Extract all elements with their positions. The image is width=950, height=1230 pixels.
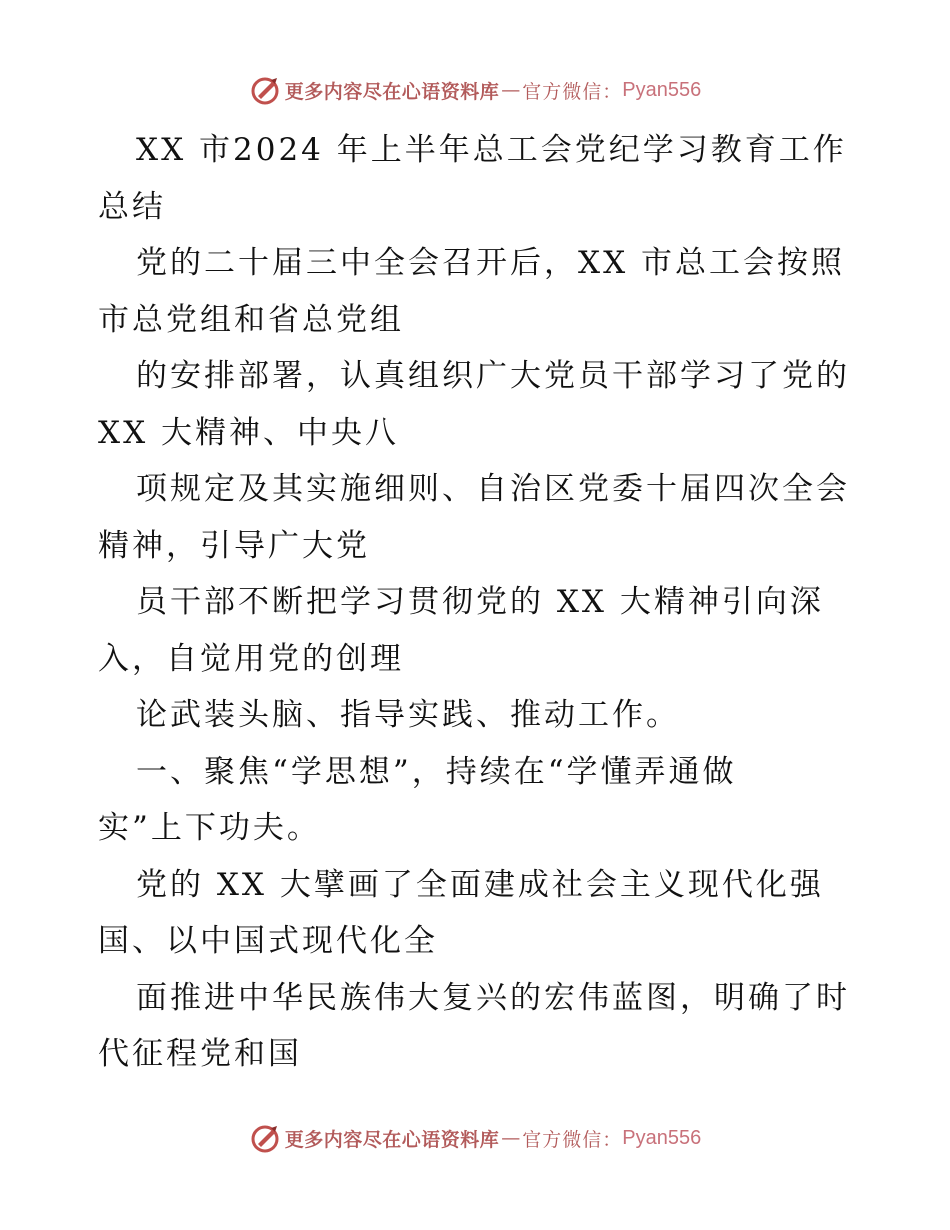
paragraph-line: 党的二十届三中全会召开后，XX 市总工会按照 [136, 245, 845, 281]
paragraph-line: 精神，引导广大党 [98, 527, 370, 564]
header-separator: — [501, 79, 521, 101]
paragraph-line: 项规定及其实施细则、自治区党委十届四次全会 [136, 471, 850, 507]
document-title-line: 总结 [98, 188, 166, 225]
header-wechat-label: 官方微信： [522, 80, 623, 103]
footer-wechat-id: Pyan556 [622, 1126, 702, 1149]
section-heading-line: 一、聚焦“学思想”，持续在“学懂弄通做 [136, 753, 737, 790]
paragraph-line: 论武装头脑、指导实践、推动工作。 [136, 697, 680, 733]
header-banner [0, 70, 950, 110]
document-body [98, 122, 868, 1083]
logo-icon [249, 74, 281, 106]
footer-banner [0, 1118, 950, 1158]
paragraph-line: 面推进中华民族伟大复兴的宏伟蓝图，明确了时 [136, 979, 850, 1016]
paragraph-line: 员干部不断把学习贯彻党的 XX 大精神引向深 [136, 584, 824, 620]
paragraph-line: 国、以中国式现代化全 [98, 923, 438, 959]
footer-separator: — [501, 1127, 521, 1149]
paragraph-line: 代征程党和国 [98, 1036, 302, 1072]
section-heading-line: 实”上下功夫。 [98, 810, 321, 846]
paragraph-line: 市总党组和省总党组 [98, 301, 404, 338]
header-site-text: 更多内容尽在心语资料库 [284, 80, 500, 103]
footer-wechat-label: 官方微信： [522, 1128, 623, 1151]
logo-icon [249, 1122, 281, 1154]
footer-site-text: 更多内容尽在心语资料库 [284, 1128, 500, 1151]
paragraph-line: XX 大精神、中央八 [98, 414, 399, 451]
paragraph-line: 的安排部署，认真组织广大党员干部学习了党的 [136, 358, 850, 394]
paragraph-line: 党的 XX 大擘画了全面建成社会主义现代化强 [136, 866, 824, 903]
paragraph-line: 入，自觉用党的创理 [98, 640, 404, 677]
header-wechat-id: Pyan556 [622, 78, 702, 101]
document-title-line: XX 市2024 年上半年总工会党纪学习教育工作 [136, 132, 847, 168]
